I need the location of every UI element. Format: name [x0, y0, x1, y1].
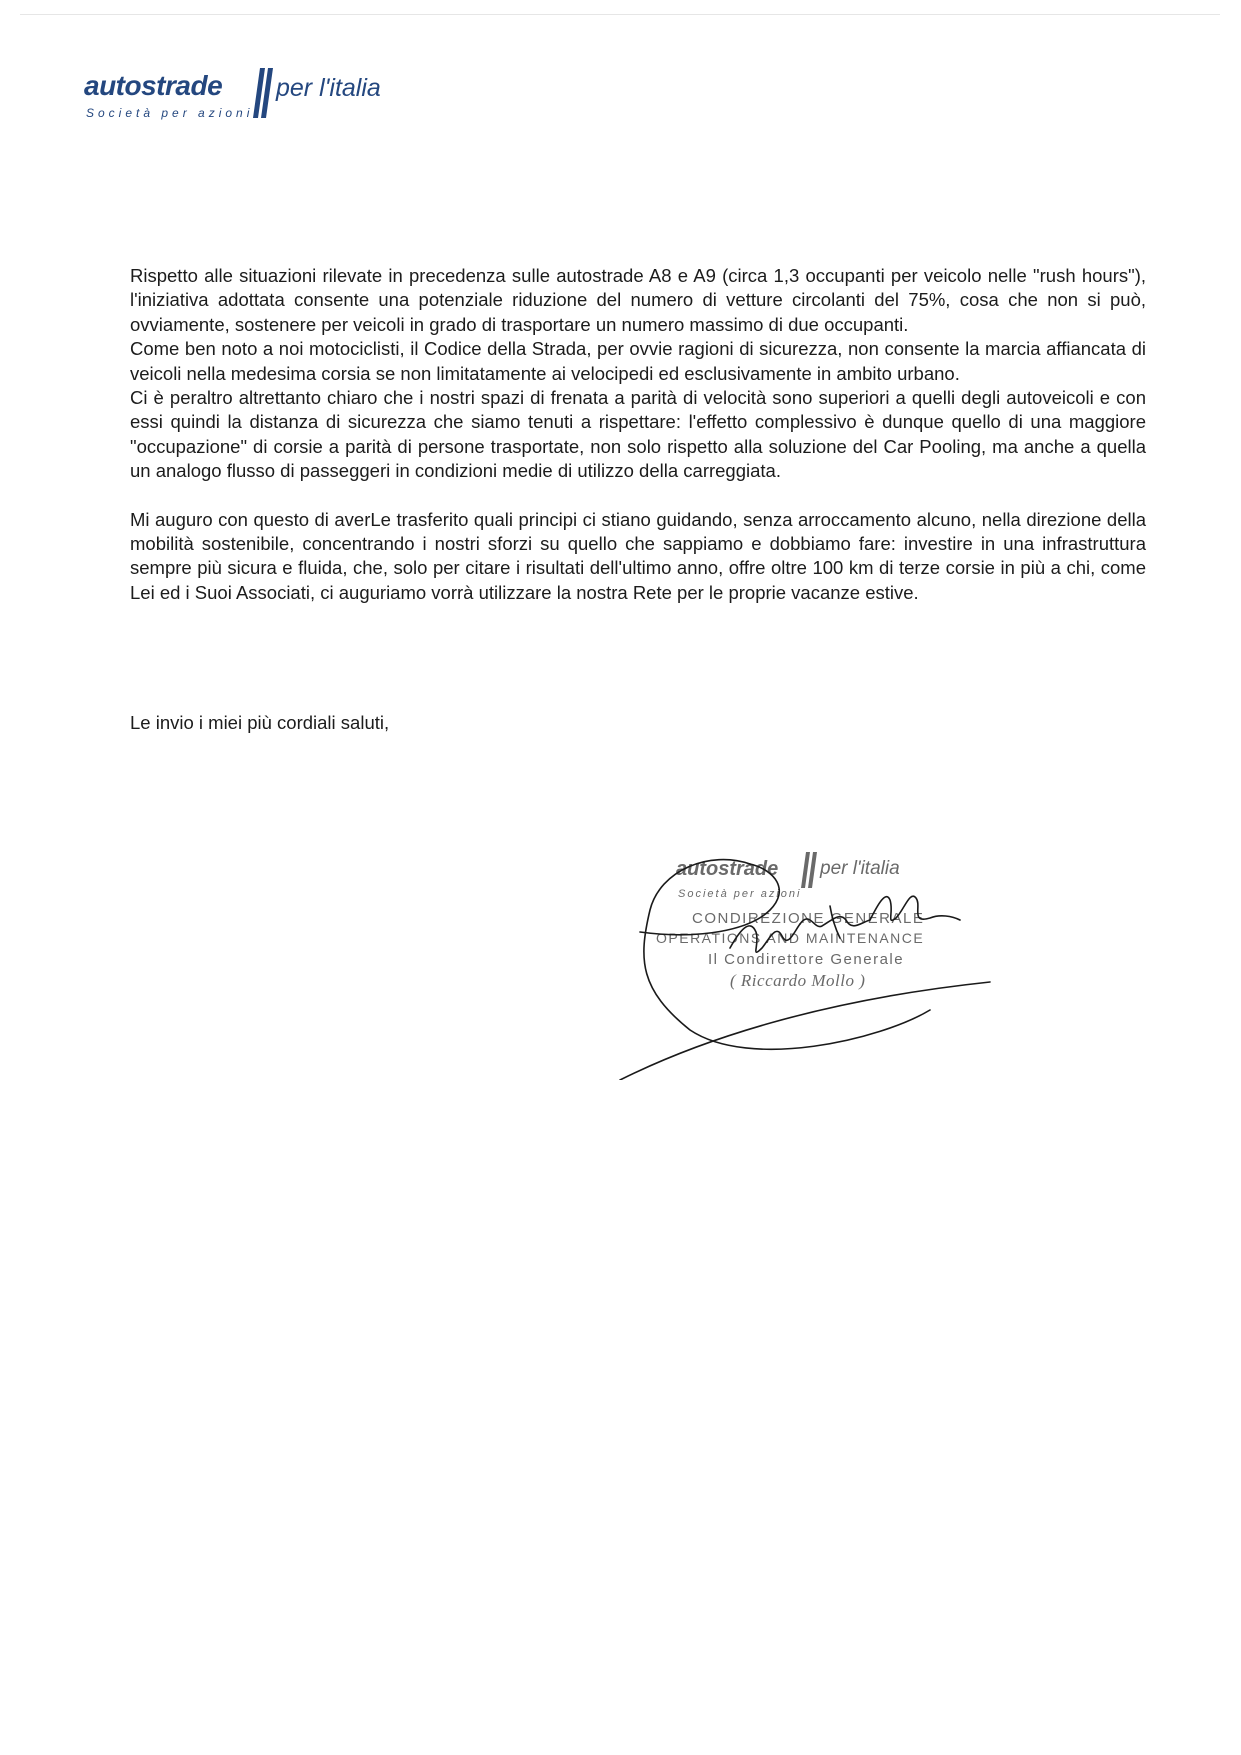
scan-top-edge [20, 14, 1220, 15]
stamp-title-line: Il Condirettore Generale [708, 951, 905, 968]
paragraph-3: Ci è peraltro altrettanto chiaro che i nostri spazi di frenata a parità di velocità sono superiori a quelli degli autoveicoli e con essi quindi la distanza di sicurezza che siamo tenuti a rispettare: l'effetto complessivo è dunque quello di una maggiore "occupazione" di corsie a parità di persone trasportate, non solo rispetto alla soluzione del Car Pooling, ma anche a quella un analogo flusso di passeggeri in condizioni medie di utilizzo della carreggiata. [130, 387, 1146, 482]
closing-salutation: Le invio i miei più cordiali saluti, [130, 712, 390, 733]
paragraph-4: Mi auguro con questo di averLe trasferito quali principi ci stiano guidando, senza arroccamento alcuno, nella direzione della mobilità sostenibile, concentrando i nostri sforzi su quello che sappiamo e dobbiamo fare: investire in una infrastruttura sempre più sicura e fluida, che, solo per citare i risultati dell'ultimo anno, offre oltre 100 km di terze corsie in più a chi, come Lei ed i Suoi Associati, ci auguriamo vorrà utilizzare la nostra Rete per le proprie vacanze estive. [130, 508, 1146, 603]
paragraph-2: Come ben noto a noi motociclisti, il Codice della Strada, per ovvie ragioni di sicurezza, non consente la marcia affiancata di veicoli nella medesima corsia se non limitatamente ai velocipedi ed esclusivamente in ambito urbano. [130, 338, 1146, 384]
stamp-subtitle-text: Società per azioni [678, 888, 802, 900]
stamp-division-line: OPERATIONS AND MAINTENANCE [656, 930, 925, 946]
logo-brand-text: autostrade [84, 70, 223, 101]
letterhead-logo [84, 64, 404, 128]
logo-double-bar-icon [252, 68, 274, 118]
logo-tagline-text: per l'italia [276, 74, 381, 102]
paragraph-1: Rispetto alle situazioni rilevate in precedenza sulle autostrade A8 e A9 (circa 1,3 occupanti per veicolo nelle "rush hours"), l'iniziativa adottata consente una potenziale riduzione del numero di vetture circolanti del 75%, cosa che non si può, ovviamente, sostenere per veicoli in grado di trasportare un numero massimo di due occupanti. [130, 265, 1146, 335]
stamp-name-line: ( Riccardo Mollo ) [730, 971, 866, 990]
handwritten-signature [600, 820, 1020, 1080]
company-stamp [600, 820, 1020, 1080]
logo-subtitle-text: Società per azioni [86, 106, 254, 120]
letter-body [130, 264, 1146, 605]
stamp-brand-text: autostrade [676, 858, 779, 880]
stamp-department-line: CONDIREZIONE GENERALE [692, 910, 925, 927]
stamp-tagline-text: per l'italia [820, 858, 900, 879]
